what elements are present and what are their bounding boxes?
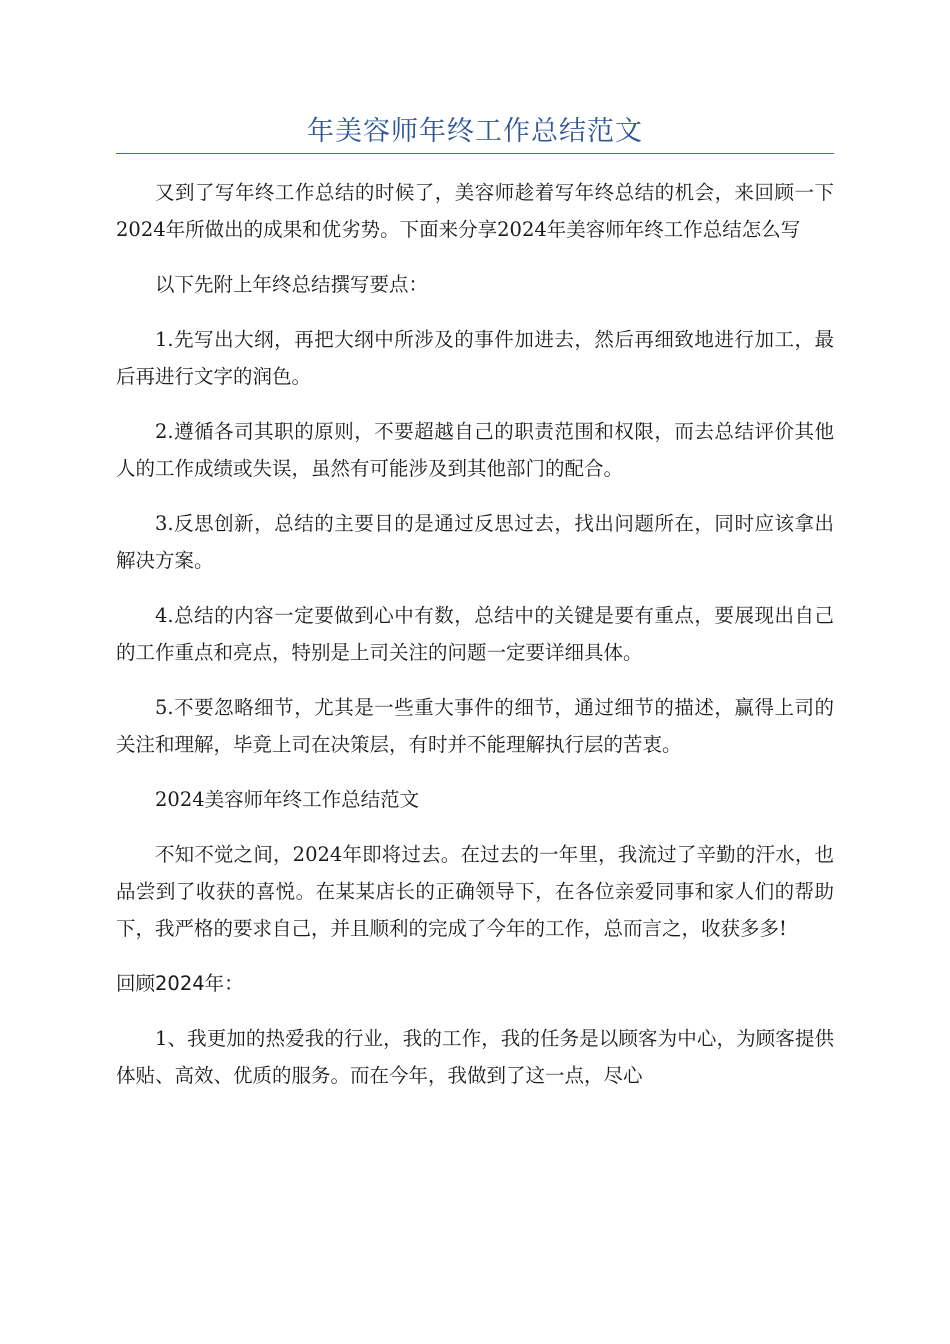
tip-paragraph-3: 3.反思创新，总结的主要目的是通过反思过去，找出问题所在，同时应该拿出解决方案。 [116,512,834,572]
sample-opening-paragraph: 不知不觉之间，2024年即将过去。在过去的一年里，我流过了辛勤的汗水，也品尝到了收获的喜悦。在某某店长的正确领导下，在各位亲爱同事和家人们的帮助下，我严格的要求自己，并且顺利的完成了今年的工作，总而言之，收获多多! [116,843,834,940]
sample-heading: 2024美容师年终工作总结范文 [155,788,420,811]
review-item-1-paragraph: 1、我更加的热爱我的行业，我的工作，我的任务是以顾客为中心，为顾客提供体贴、高效、优质的服务。而在今年，我做到了这一点，尽心 [116,1027,834,1087]
tip-paragraph-4: 4.总结的内容一定要做到心中有数，总结中的关键是要有重点，要展现出自己的工作重点和亮点，特别是上司关注的问题一定要详细具体。 [116,604,834,664]
review-heading [116,965,834,1002]
tip-paragraph-5: 5.不要忽略细节，尤其是一些重大事件的细节，通过细节的描述，赢得上司的关注和理解，毕竟上司在决策层，有时并不能理解执行层的苦衷。 [116,696,834,756]
tip-paragraph-1: 1.先写出大纲，再把大纲中所涉及的事件加进去，然后再细致地进行加工，最后再进行文字的润色。 [116,328,834,388]
review-heading-year: 2024 [155,972,205,995]
document-body [116,174,834,1112]
tips-intro-paragraph: 以下先附上年终总结撰写要点： [155,273,429,296]
review-heading-suffix: 年： [204,972,244,995]
intro-paragraph: 又到了写年终工作总结的时候了，美容师趁着写年终总结的机会，来回顾一下2024年所做出的成果和优劣势。下面来分享2024年美容师年终工作总结怎么写 [116,181,834,241]
title-underline [116,153,834,154]
review-heading-prefix: 回顾 [116,972,156,995]
tip-paragraph-2: 2.遵循各司其职的原则，不要超越自己的职责范围和权限，而去总结评价其他人的工作成绩或失误，虽然有可能涉及到其他部门的配合。 [116,420,834,480]
document-title: 年美容师年终工作总结范文 [307,116,643,147]
